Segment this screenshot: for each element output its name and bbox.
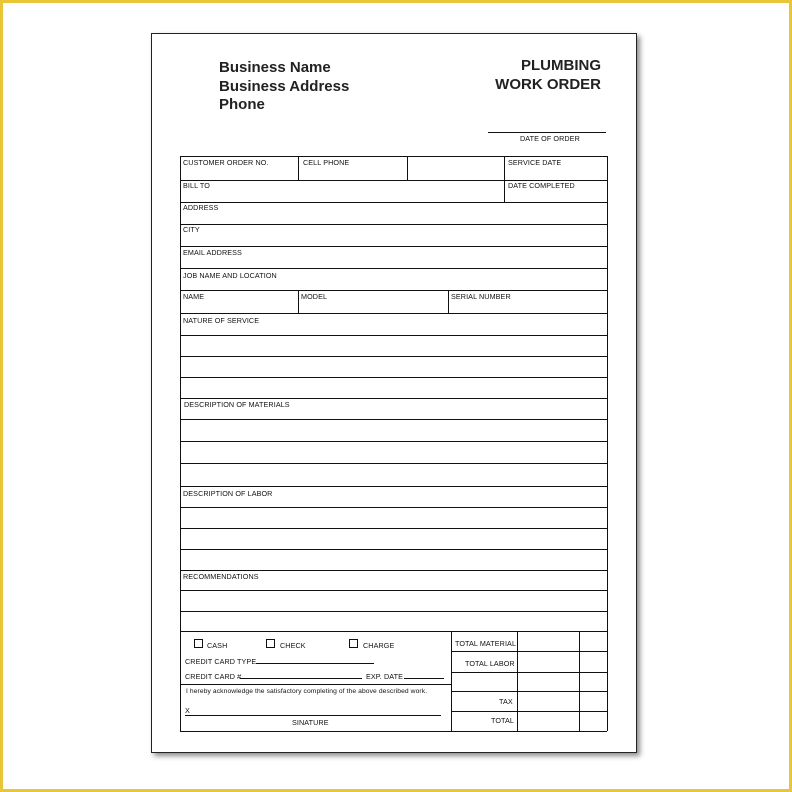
totals-column-line: [579, 631, 580, 731]
business-phone: Phone: [219, 96, 265, 113]
date-of-order-label: DATE OF ORDER: [520, 134, 580, 143]
exp-date-line[interactable]: [404, 678, 444, 679]
nature-of-service-label: NATURE OF SERVICE: [183, 316, 260, 325]
grid-line: [504, 156, 505, 202]
grid-line: [180, 313, 607, 314]
acknowledgement-divider: [180, 684, 451, 685]
check-label: CHECK: [280, 641, 306, 650]
grid-line: [448, 290, 449, 313]
form-title: [470, 57, 601, 94]
address-label: ADDRESS: [183, 203, 219, 212]
grid-line: [298, 290, 299, 313]
totals-column-line: [517, 631, 518, 731]
grid-line: [180, 224, 607, 225]
charge-label: CHARGE: [363, 641, 395, 650]
city-label: CITY: [183, 225, 200, 234]
signature-x-mark: X: [185, 706, 190, 715]
grid-line: [407, 156, 408, 180]
charge-checkbox[interactable]: [349, 639, 358, 648]
description-of-materials-label: DESCRIPTION OF MATERIALS: [184, 400, 290, 409]
grid-line: [180, 268, 607, 269]
grid-line: [180, 463, 607, 464]
cash-label: CASH: [207, 641, 228, 650]
credit-card-type-label: CREDIT CARD TYPE: [185, 657, 257, 666]
payment-totals-divider: [451, 631, 452, 731]
grid-line: [180, 156, 181, 731]
acknowledgement-text: I hereby acknowledge the satisfactory completing of the above described work.: [186, 688, 428, 695]
grid-line: [180, 441, 607, 442]
grid-line: [180, 631, 607, 632]
credit-card-no-line[interactable]: [240, 678, 362, 679]
date-of-order-line[interactable]: [488, 132, 606, 133]
tax-label: TAX: [499, 697, 513, 706]
grid-line: [607, 156, 608, 731]
grid-line: [180, 246, 607, 247]
email-address-label: EMAIL ADDRESS: [183, 248, 242, 257]
grid-line: [180, 290, 607, 291]
grid-line: [180, 156, 607, 157]
business-info: [219, 59, 349, 115]
totals-row-line: [451, 711, 607, 712]
check-checkbox[interactable]: [266, 639, 275, 648]
customer-order-no-label: CUSTOMER ORDER NO.: [183, 158, 269, 167]
grid-line: [180, 507, 607, 508]
bill-to-label: BILL TO: [183, 181, 210, 190]
grid-line: [180, 611, 607, 612]
totals-row-line: [451, 672, 607, 673]
date-completed-label: DATE COMPLETED: [508, 181, 575, 190]
grid-line: [180, 486, 607, 487]
credit-card-no-label: CREDIT CARD #: [185, 672, 242, 681]
grid-line: [180, 590, 607, 591]
cash-checkbox[interactable]: [194, 639, 203, 648]
exp-date-label: EXP. DATE: [366, 672, 403, 681]
grid-line: [298, 156, 299, 180]
grid-line: [180, 549, 607, 550]
grid-line: [180, 398, 607, 399]
form-title-line1: PLUMBING: [521, 57, 601, 74]
total-label: TOTAL: [491, 716, 514, 725]
serial-number-label: SERIAL NUMBER: [451, 292, 511, 301]
grid-line: [180, 419, 607, 420]
grid-line: [180, 731, 607, 732]
total-material-label: TOTAL MATERIAL: [455, 639, 517, 648]
model-label: MODEL: [301, 292, 328, 301]
totals-row-line: [451, 651, 607, 652]
form-title-line2: WORK ORDER: [495, 75, 601, 93]
total-labor-label: TOTAL LABOR: [465, 659, 515, 668]
totals-row-line: [451, 691, 607, 692]
grid-line: [180, 356, 607, 357]
service-date-label: SERVICE DATE: [508, 158, 562, 167]
grid-line: [180, 377, 607, 378]
signature-line[interactable]: [185, 715, 441, 716]
credit-card-type-line[interactable]: [256, 663, 374, 664]
name-label: NAME: [183, 292, 205, 301]
grid-line: [180, 570, 607, 571]
signature-label: SINATURE: [292, 718, 329, 727]
grid-line: [180, 528, 607, 529]
description-of-labor-label: DESCRIPTION OF LABOR: [183, 489, 273, 498]
grid-line: [180, 335, 607, 336]
recommendations-label: RECOMMENDATIONS: [183, 572, 259, 581]
job-name-location-label: JOB NAME AND LOCATION: [183, 271, 277, 280]
cell-phone-label: CELL PHONE: [303, 158, 350, 167]
business-address: Business Address: [219, 77, 350, 95]
business-name: Business Name: [219, 59, 331, 76]
grid-line: [180, 202, 607, 203]
